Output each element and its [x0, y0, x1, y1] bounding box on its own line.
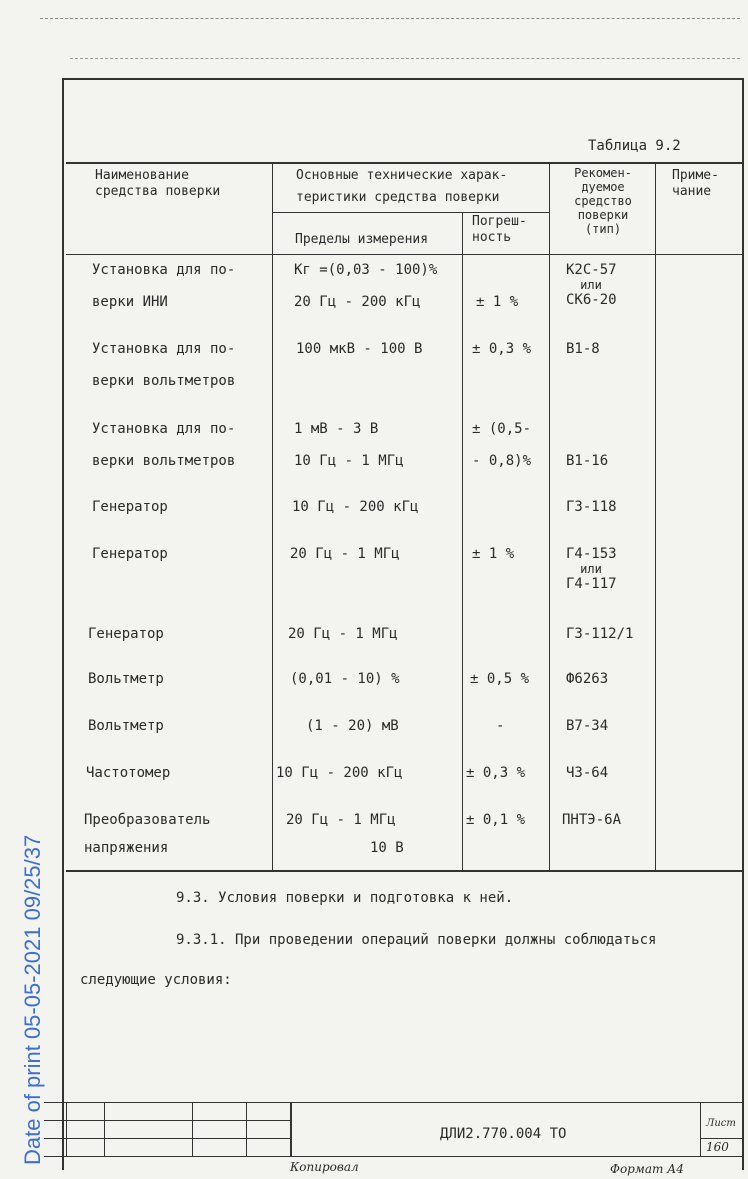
header-recommended: Рекомен- дуемое средство поверки (тип) [574, 166, 632, 236]
row-7-error: ± 0,5 % [470, 671, 530, 687]
sheet-number: 160 [706, 1140, 729, 1154]
row-8-name: Вольтметр [88, 718, 164, 734]
paragraph-line-2: следующие условия: [80, 972, 232, 988]
row-1-name: Установка для по- верки ИНИ [92, 262, 236, 310]
row-1-type: К2С-57 или СК6-20 [566, 262, 617, 308]
row-10-error: ± 0,1 % [466, 812, 526, 828]
row-5-limits: 20 Гц - 1 МГц [290, 546, 400, 562]
row-1-error: ± 1 % [476, 294, 519, 310]
stamp-col [104, 1102, 105, 1156]
row-7-limits: (0,01 - 10) % [290, 671, 400, 687]
row-8-error: - [496, 718, 505, 734]
copied-label: Копировал [290, 1160, 359, 1174]
stamp-col [246, 1102, 247, 1156]
stamp-row-rule [44, 1120, 290, 1121]
row-1-limits: Кг =(0,03 - 100)% 20 Гц - 200 кГц [294, 262, 438, 310]
stamp-col [66, 1102, 67, 1156]
row-10-type: ПНТЭ-6А [562, 812, 622, 828]
col-divider [655, 162, 656, 872]
row-2-name: Установка для по- верки вольтметров [92, 341, 236, 389]
row-4-type: Г3-118 [566, 499, 617, 515]
col-divider [272, 162, 273, 872]
header-subrule [272, 212, 549, 213]
top-rule [40, 18, 740, 19]
sheet-label: Лист [706, 1118, 736, 1129]
row-4-limits: 10 Гц - 200 кГц [292, 499, 419, 515]
paragraph-line-1: 9.3.1. При проведении операций поверки должны соблюдаться [176, 932, 657, 948]
section-heading: 9.3. Условия поверки и подготовка к ней. [176, 890, 514, 906]
row-7-type: Ф6263 [566, 671, 609, 687]
row-8-type: В7-34 [566, 718, 609, 734]
row-9-type: Ч3-64 [566, 765, 609, 781]
row-3-name: Установка для по- верки вольтметров [92, 421, 236, 469]
document-number: ДЛИ2.770.004 ТО [440, 1126, 567, 1142]
row-9-limits: 10 Гц - 200 кГц [276, 765, 403, 781]
stamp-col [192, 1102, 193, 1156]
row-9-error: ± 0,3 % [466, 765, 526, 781]
header-rule [66, 254, 742, 255]
row-2-type: В1-8 [566, 341, 600, 357]
format-label: Формат А4 [610, 1162, 684, 1176]
row-2-limits: 100 мкВ - 100 В [296, 341, 423, 357]
table-caption: Таблица 9.2 [588, 138, 681, 154]
row-10-name: Преобразователь напряжения [84, 812, 211, 856]
row-6-name: Генератор [88, 626, 164, 642]
row-2-error: ± 0,3 % [472, 341, 532, 357]
row-8-limits: (1 - 20) мВ [306, 718, 399, 734]
header-limits: Пределы измерения [295, 232, 429, 247]
row-3-type: В1-16 [566, 453, 609, 469]
row-4-name: Генератор [92, 499, 168, 515]
col-divider [549, 162, 550, 872]
stamp-sheet-rule [700, 1138, 744, 1139]
row-6-type: Г3-112/1 [566, 626, 634, 642]
header-note: Приме- чание [672, 168, 719, 199]
stamp-col [290, 1102, 292, 1156]
stamp-bottom-rule [44, 1156, 744, 1157]
row-3-limits: 1 мВ - 3 В 10 Гц - 1 МГц [294, 421, 404, 469]
row-10-limits: 20 Гц - 1 МГц 10 В [286, 812, 404, 856]
stamp-col [700, 1102, 701, 1156]
header-error: Погреш- ность [472, 214, 527, 245]
row-6-limits: 20 Гц - 1 МГц [288, 626, 398, 642]
row-5-type: Г4-153 или Г4-117 [566, 546, 617, 592]
row-3-error: ± (0,5- - 0,8)% [472, 421, 532, 469]
top-rule-2 [70, 58, 740, 59]
row-5-error: ± 1 % [472, 546, 515, 562]
header-name: Наименование средства поверки [95, 168, 221, 199]
stamp-row-rule [44, 1138, 290, 1139]
stamp-top-rule [44, 1102, 744, 1103]
row-9-name: Частотомер [86, 765, 171, 781]
col-divider [462, 212, 463, 872]
header-main-characteristics: Основные технические харак- теристики средства поверки [296, 168, 508, 205]
row-7-name: Вольтметр [88, 671, 164, 687]
row-5-name: Генератор [92, 546, 168, 562]
print-date-watermark: Date of print 05-05-2021 09/25/37 [20, 834, 45, 1165]
